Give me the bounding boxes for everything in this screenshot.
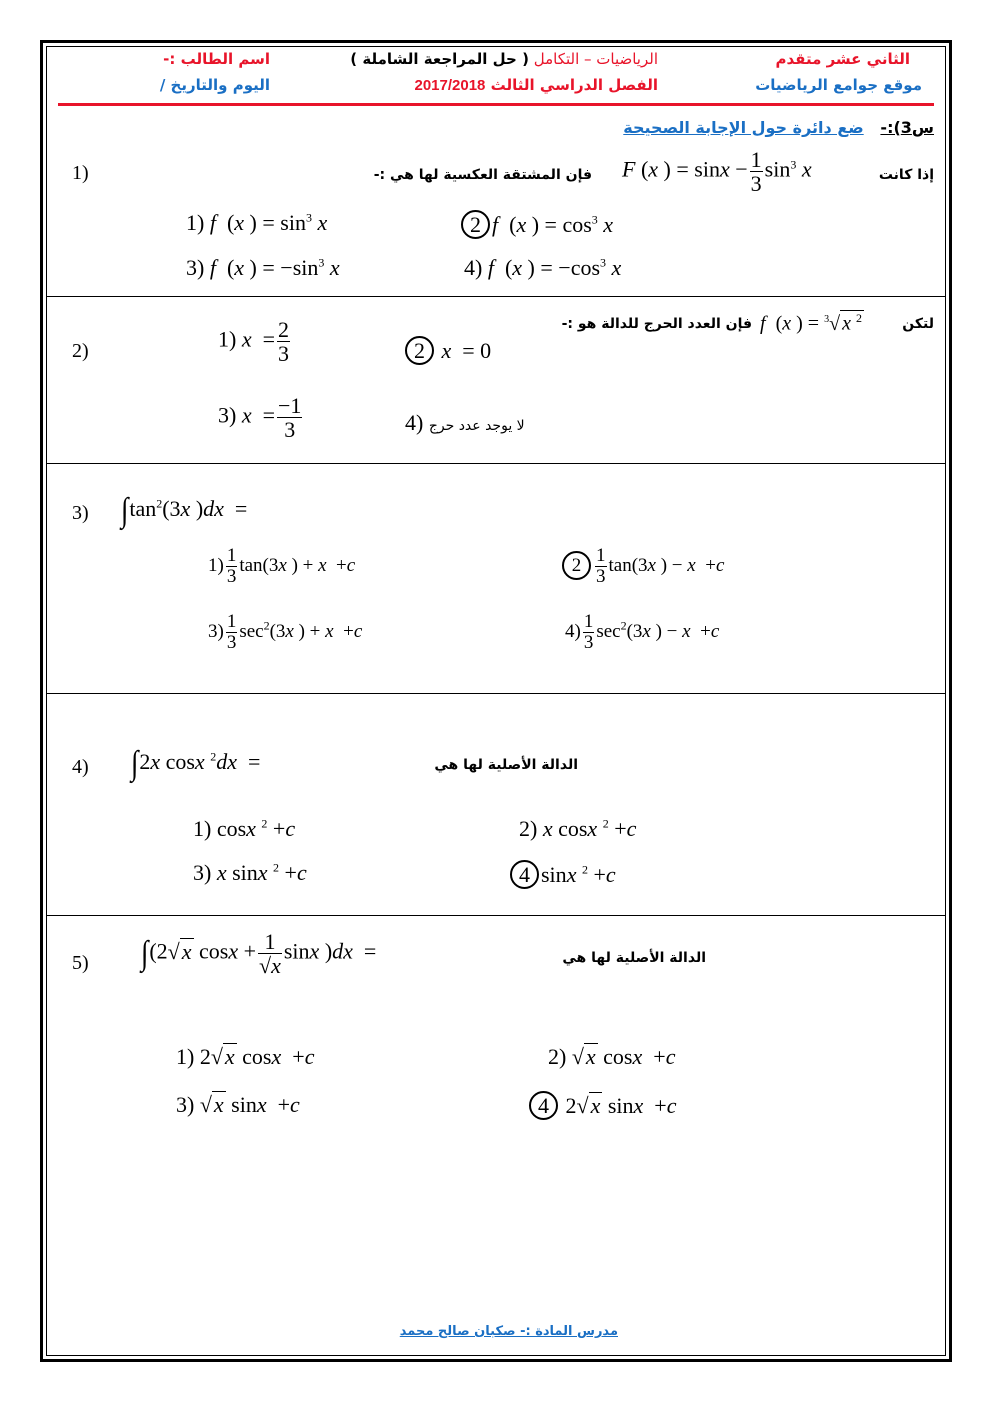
question-3-number: 3) <box>72 502 89 524</box>
question-2-prefix: لتكن <box>902 316 934 332</box>
question-2-option-3[interactable]: 3) x = $\frac{-1}{3}$ <box>218 393 302 443</box>
divider <box>47 463 945 464</box>
question-3-option-3[interactable]: 3) $\frac{1}{3}$ $\sec^2(3x$ ) + x +c <box>208 611 363 653</box>
question-2-option-2[interactable]: 2 x = 0 <box>405 336 491 365</box>
question-1-number: 1) <box>72 162 89 184</box>
question-1-prefix: إذا كانت <box>878 167 934 183</box>
teacher-label: مدرس المادة :- صكبان صالح محمد <box>399 1324 618 1339</box>
question-3-option-2[interactable]: 2 $\frac{1}{3}$ tan(3x ) − x +c <box>562 546 724 587</box>
question-1-expression: F (x ) = sinx − $\frac{1}{3}$ $\sin^3 x$ <box>622 147 812 197</box>
question-5-option-4[interactable]: 4 2√x sinx +c <box>529 1091 676 1120</box>
question-1-text: فإن المشتقة العكسية لها هي :- <box>373 167 592 183</box>
question-4-number: 4) <box>72 756 89 778</box>
correct-answer-circle: 2 <box>405 336 434 365</box>
section-title <box>623 118 934 137</box>
correct-answer-circle: 2 <box>562 551 591 580</box>
section-instruction: ضع دائرة حول الإجابة الصحيحة <box>623 118 864 137</box>
question-5-expression: ∫(2√x cosx + $\frac{1}{√x}$ sinx )dx = <box>140 929 377 979</box>
question-1-option-4[interactable]: 4) f (x ) = $-\cos^3$ x <box>464 255 622 280</box>
student-name-label: اسم الطالب :- <box>163 50 270 68</box>
inner-frame <box>46 46 946 1356</box>
question-3-option-4[interactable]: 4) $\frac{1}{3}$ $\sec^2(3x$ ) − x +c <box>565 611 720 653</box>
question-4-option-1[interactable]: 1) cosx $^2$ +c <box>193 816 296 841</box>
site-label: موقع جوامع الرياضيات <box>755 76 922 94</box>
question-5-option-2[interactable]: 2) √x cosx +c <box>548 1044 676 1069</box>
header-divider <box>58 103 934 106</box>
question-1-option-1[interactable]: 1) f (x ) = $\sin^3 x$ <box>186 210 328 235</box>
question-5-option-3[interactable]: 3) √x sinx +c <box>176 1092 300 1117</box>
question-5-option-1[interactable]: 1) 2√x cosx +c <box>176 1044 315 1069</box>
correct-answer-circle: 4 <box>510 860 539 889</box>
question-2-option-1[interactable]: 1) x = $\frac{2}{3}$ <box>218 317 290 367</box>
correct-answer-circle: 2 <box>461 210 490 239</box>
term-label: الفصل الدراسي الثالث 2017/2018 <box>414 76 658 94</box>
question-4-option-3[interactable]: 3) x sinx $^2$ +c <box>193 860 307 885</box>
date-label: اليوم والتاريخ / <box>159 76 270 94</box>
grade-label: الثاني عشر متقدم <box>775 50 910 68</box>
question-5-text: الدالة الأصلية لها هي <box>562 950 706 966</box>
question-4-expression: ∫2x cosx $^2$dx = <box>130 745 261 782</box>
section-number: س3):- <box>880 118 934 137</box>
divider <box>47 915 945 916</box>
divider <box>47 296 945 297</box>
question-2-number: 2) <box>72 340 89 362</box>
question-3-option-1[interactable]: 1) $\frac{1}{3}$ tan(3x ) + x +c <box>208 545 356 587</box>
question-2-option-4[interactable]: 4) لا يوجد عدد حرج <box>405 410 525 435</box>
question-2-expression: f (x ) = $^3$√ x $^2$ <box>760 311 862 335</box>
question-5-number: 5) <box>72 952 89 974</box>
question-2-text: فإن العدد الحرج للدالة هو :- <box>561 316 752 332</box>
subject-label: الرياضيات – التكامل ( حل المراجعة الشاملة ) <box>350 50 658 68</box>
divider <box>47 693 945 694</box>
question-3-expression: $\int\tan^2(3x$ )dx = <box>120 492 248 529</box>
question-4-option-2[interactable]: 2) x cosx $^2$ +c <box>519 816 637 841</box>
question-1-option-2[interactable]: 2 f (x ) = $\cos^3 x$ <box>461 210 613 239</box>
question-4-option-4[interactable]: 4 sinx $^2$ +c <box>510 860 616 889</box>
correct-answer-circle: 4 <box>529 1091 558 1120</box>
question-4-text: الدالة الأصلية لها هي <box>434 757 578 773</box>
question-1-option-3[interactable]: 3) f (x ) = $-\sin^3$ x <box>186 255 340 280</box>
